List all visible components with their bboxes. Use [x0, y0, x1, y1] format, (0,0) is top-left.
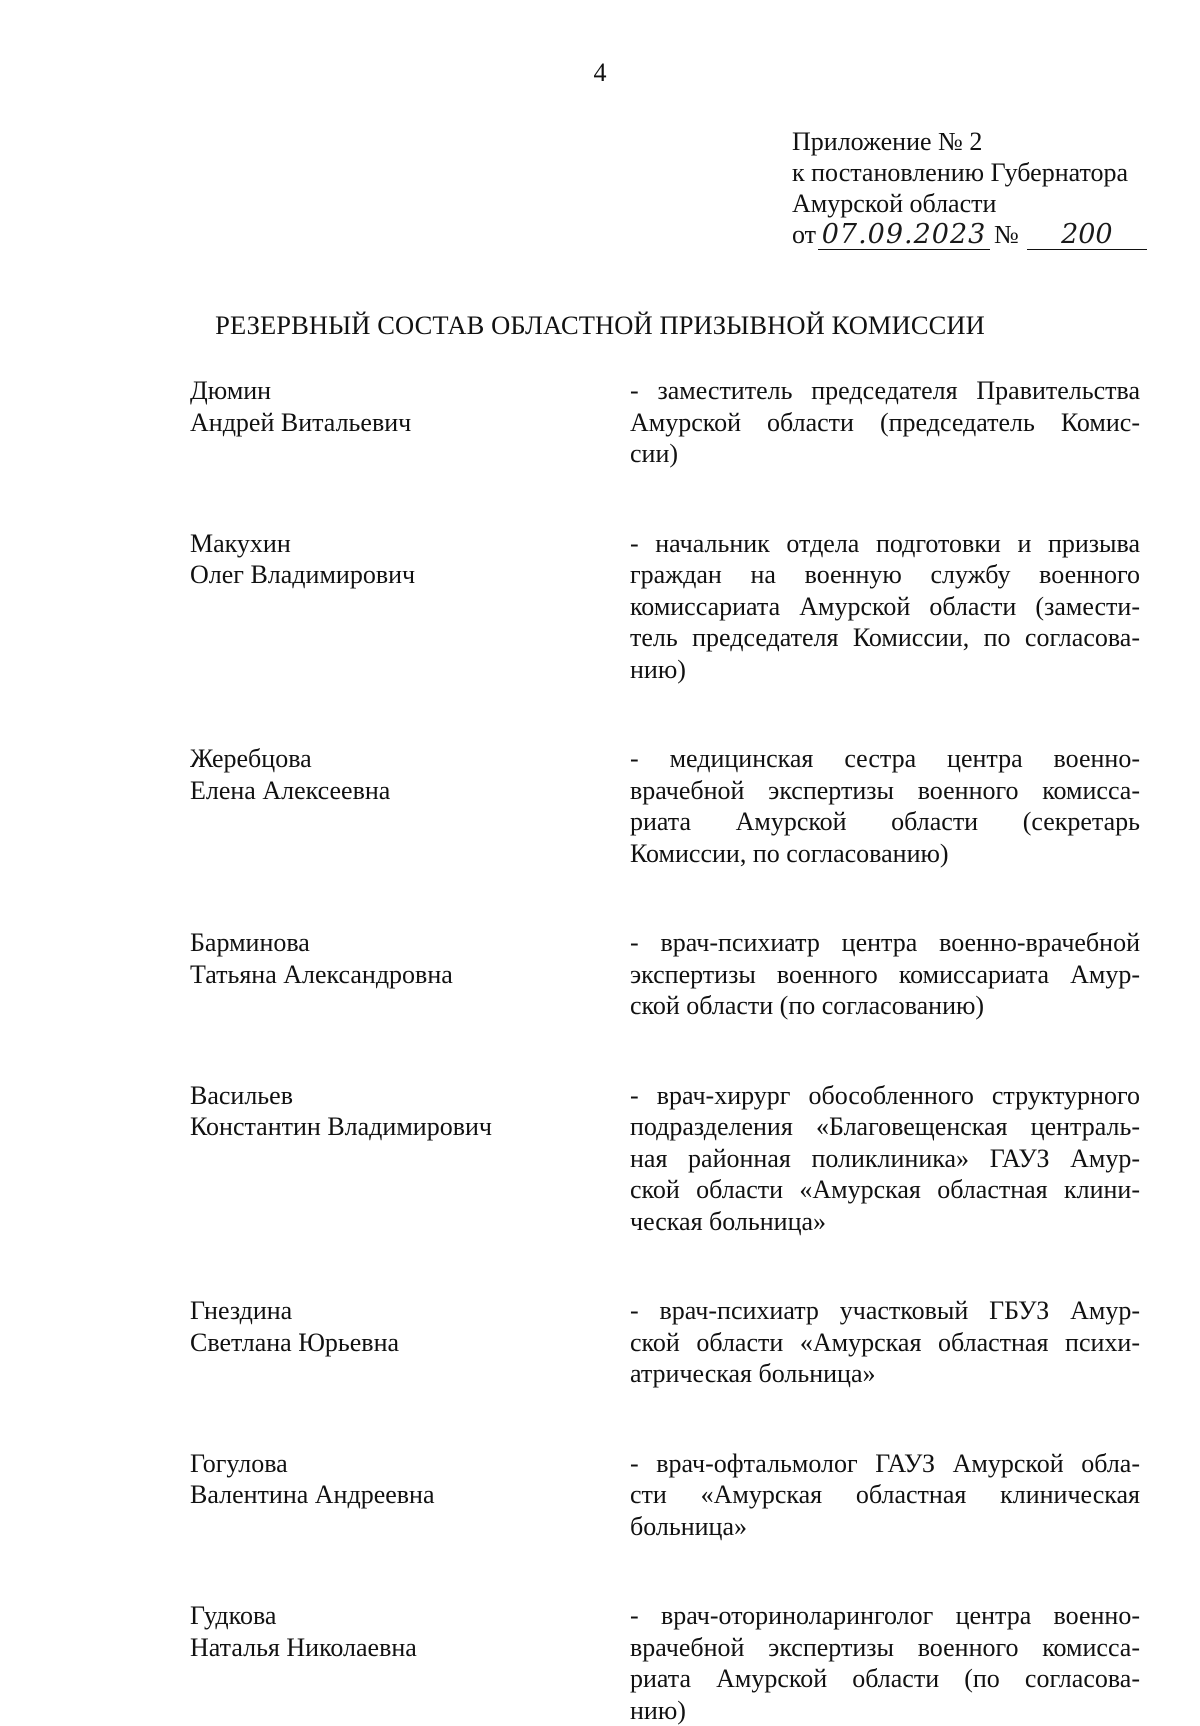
member-given-names: Валентина Андреевна: [190, 1479, 630, 1511]
appendix-line-2: к постановлению Губернатора: [792, 157, 1172, 188]
member-given-names: Андрей Витальевич: [190, 407, 630, 439]
role-line: - врач-хирург обособленного структурного: [630, 1080, 1140, 1112]
from-label: от: [792, 219, 816, 250]
member-surname: Барминова: [190, 927, 630, 959]
role-line: - врач-оториноларинголог центра военно-: [630, 1600, 1140, 1632]
page-number: 4: [0, 58, 1200, 88]
role-line: ской области (по согласованию): [630, 990, 1140, 1022]
member-surname: Макухин: [190, 528, 630, 560]
member-name: [190, 927, 630, 990]
role-line: граждан на военную службу военного: [630, 559, 1140, 591]
role-line: ской области «Амурская областная клини-: [630, 1174, 1140, 1206]
appendix-line-3: Амурской области: [792, 188, 1172, 219]
role-line: атрическая больница»: [630, 1358, 1140, 1390]
member-name: [190, 1295, 630, 1358]
role-line: - медицинская сестра центра военно-: [630, 743, 1140, 775]
member-surname: Дюмин: [190, 375, 630, 407]
role-line: сии): [630, 438, 1140, 470]
role-line: - заместитель председателя Правительства: [630, 375, 1140, 407]
member-name: [190, 1600, 630, 1663]
role-line: врачебной экспертизы военного комисса-: [630, 775, 1140, 807]
role-line: тель председателя Комиссии, по согласова-: [630, 622, 1140, 654]
member-surname: Гудкова: [190, 1600, 630, 1632]
member-surname: Гнездина: [190, 1295, 630, 1327]
role-line: - врач-офтальмолог ГАУЗ Амурской обла-: [630, 1448, 1140, 1480]
member-entry: [190, 375, 1148, 470]
member-given-names: Олег Владимирович: [190, 559, 630, 591]
member-given-names: Елена Алексеевна: [190, 775, 630, 807]
member-role: [630, 743, 1140, 869]
member-name: [190, 528, 630, 591]
role-line: Амурской области (председатель Комис-: [630, 407, 1140, 439]
member-role: [630, 927, 1140, 1022]
member-entry: [190, 1448, 1148, 1543]
member-name: [190, 1080, 630, 1143]
role-line: ческая больница»: [630, 1206, 1140, 1238]
member-entry: [190, 1600, 1148, 1726]
member-given-names: Светлана Юрьевна: [190, 1327, 630, 1359]
role-line: нию): [630, 654, 1140, 686]
role-line: - врач-психиатр центра военно-врачебной: [630, 927, 1140, 959]
role-line: Комиссии, по согласованию): [630, 838, 1140, 870]
handwritten-number: 200: [1027, 221, 1147, 250]
role-line: больница»: [630, 1511, 1140, 1543]
member-role: [630, 1295, 1140, 1390]
role-line: - врач-психиатр участковый ГБУЗ Амур-: [630, 1295, 1140, 1327]
member-surname: Васильев: [190, 1080, 630, 1112]
number-label: №: [994, 219, 1019, 250]
member-role: [630, 1080, 1140, 1238]
member-entry: [190, 1295, 1148, 1390]
role-line: риата Амурской области (секретарь: [630, 806, 1140, 838]
member-name: [190, 743, 630, 806]
role-line: ской области «Амурская областная психи-: [630, 1327, 1140, 1359]
role-line: подразделения «Благовещенская централь-: [630, 1111, 1140, 1143]
appendix-line-1: Приложение № 2: [792, 126, 1172, 157]
role-line: риата Амурской области (по согласова-: [630, 1663, 1140, 1695]
role-line: комиссариата Амурской области (замести-: [630, 591, 1140, 623]
member-entry: [190, 743, 1148, 869]
member-role: [630, 375, 1140, 470]
role-line: врачебной экспертизы военного комисса-: [630, 1632, 1140, 1664]
role-line: экспертизы военного комиссариата Амур-: [630, 959, 1140, 991]
member-given-names: Наталья Николаевна: [190, 1632, 630, 1664]
role-line: нию): [630, 1695, 1140, 1726]
member-entry: [190, 528, 1148, 686]
members-list: [190, 375, 1148, 1726]
member-name: [190, 375, 630, 438]
handwritten-date: 07.09.2023: [818, 221, 990, 250]
appendix-date-line: [792, 219, 1172, 250]
member-entry: [190, 1080, 1148, 1238]
member-given-names: Константин Владимирович: [190, 1111, 630, 1143]
role-line: сти «Амурская областная клиническая: [630, 1479, 1140, 1511]
member-role: [630, 1600, 1140, 1726]
document-title: РЕЗЕРВНЫЙ СОСТАВ ОБЛАСТНОЙ ПРИЗЫВНОЙ КОМИССИИ: [0, 310, 1200, 341]
member-surname: Жеребцова: [190, 743, 630, 775]
member-surname: Гогулова: [190, 1448, 630, 1480]
role-line: ная районная поликлиника» ГАУЗ Амур-: [630, 1143, 1140, 1175]
role-line: - начальник отдела подготовки и призыва: [630, 528, 1140, 560]
member-entry: [190, 927, 1148, 1022]
appendix-header: [792, 126, 1172, 250]
member-name: [190, 1448, 630, 1511]
member-given-names: Татьяна Александровна: [190, 959, 630, 991]
member-role: [630, 1448, 1140, 1543]
member-role: [630, 528, 1140, 686]
